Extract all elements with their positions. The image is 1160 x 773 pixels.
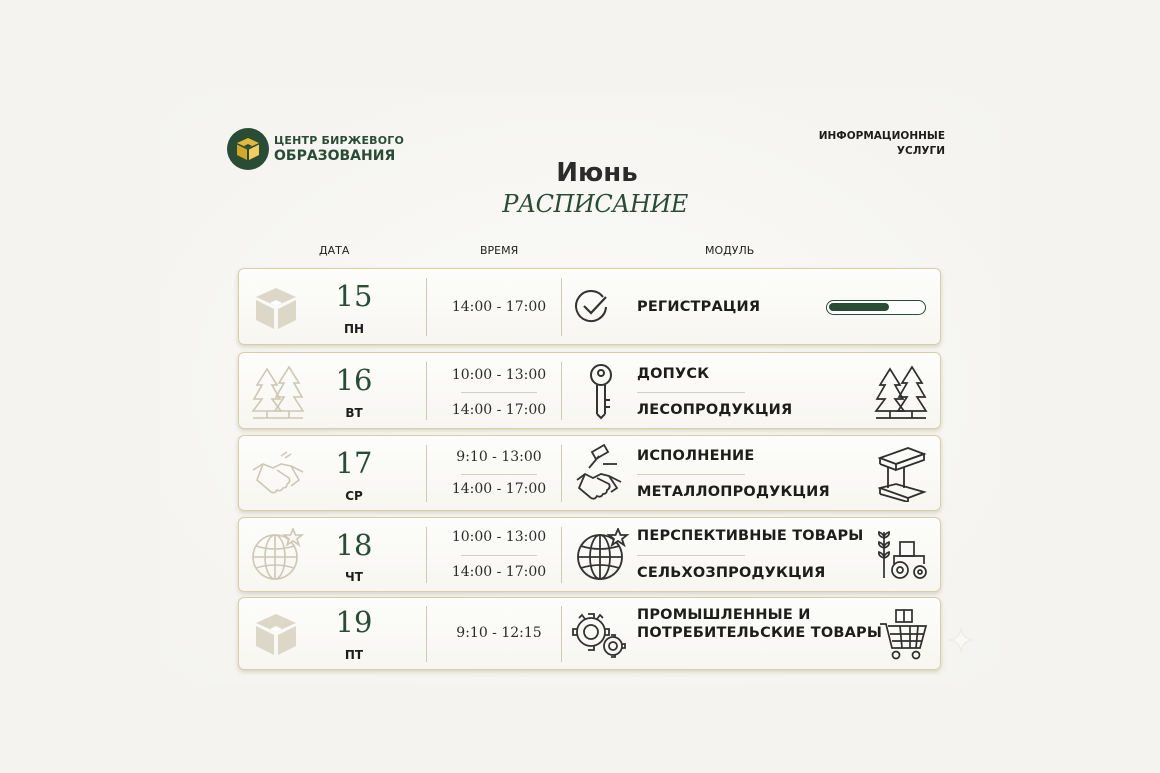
weekday: СР [345, 489, 363, 503]
logo-cube-icon [251, 283, 301, 333]
day-number: 18 [335, 528, 373, 562]
divider [561, 606, 562, 662]
trees-icon [251, 363, 305, 419]
schedule-row [238, 435, 941, 511]
progress-bar [826, 300, 926, 315]
globe-star-icon [576, 528, 630, 582]
divider [561, 445, 562, 502]
logo-line2: ОБРАЗОВАНИЯ [274, 147, 396, 164]
module-divider [637, 474, 745, 475]
column-header-module: МОДУЛЬ [705, 244, 755, 257]
time-slot: 14:00 - 17:00 [451, 481, 547, 497]
steel-beam-icon [878, 444, 928, 502]
module-name: ПОТРЕБИТЕЛЬСКИЕ ТОВАРЫ [637, 625, 883, 641]
module-name: РЕГИСТРАЦИЯ [637, 299, 761, 315]
tractor-wheat-icon [876, 528, 928, 582]
divider [561, 278, 562, 336]
logo-cube-icon [251, 609, 301, 659]
globe-star-icon [251, 528, 305, 582]
time-slot: 14:00 - 17:00 [451, 299, 547, 315]
logo-cube-icon [227, 128, 269, 170]
module-name: ДОПУСК [637, 366, 710, 382]
handshake-gavel-icon [575, 444, 625, 502]
time-slot: 14:00 - 17:00 [451, 402, 547, 418]
gears-icon [571, 608, 627, 660]
weekday: ВТ [345, 406, 363, 420]
info-line2: УСЛУГИ [896, 145, 945, 157]
info-line1: ИНФОРМАЦИОННЫЕ [818, 130, 945, 142]
module-name: ИСПОЛНЕНИЕ [637, 448, 755, 464]
divider [561, 362, 562, 420]
day-number: 19 [335, 605, 373, 639]
module-name: МЕТАЛЛОПРОДУКЦИЯ [637, 484, 830, 500]
module-divider [637, 555, 745, 556]
day-number: 17 [335, 446, 373, 480]
day-number: 15 [335, 279, 373, 313]
logo-line1: ЦЕНТР БИРЖЕВОГО [274, 133, 405, 147]
schedule-row [238, 268, 941, 345]
schedule-subtitle: РАСПИСАНИЕ [502, 190, 688, 218]
schedule-row [238, 352, 941, 429]
divider [561, 527, 562, 583]
check-circle-icon [573, 289, 613, 325]
key-icon [584, 362, 618, 420]
divider [426, 606, 427, 662]
weekday: ПН [343, 322, 365, 336]
weekday: ПТ [344, 648, 364, 662]
weekday: ЧТ [345, 570, 363, 584]
month-title: Июнь [556, 158, 638, 188]
time-divider [461, 474, 537, 475]
schedule-row [238, 517, 941, 592]
module-name: ПРОМЫШЛЕННЫЕ И [637, 607, 811, 623]
module-name: ПЕРСПЕКТИВНЫЕ ТОВАРЫ [637, 528, 864, 544]
module-divider [637, 392, 745, 393]
column-header-time: ВРЕМЯ [480, 244, 519, 257]
divider [426, 362, 427, 420]
divider [426, 278, 427, 336]
divider [426, 445, 427, 502]
trees-icon [874, 363, 928, 419]
module-name: СЕЛЬХОЗПРОДУКЦИЯ [637, 565, 826, 581]
time-divider [461, 555, 537, 556]
divider [426, 527, 427, 583]
time-slot: 9:10 - 13:00 [456, 449, 542, 465]
time-slot: 10:00 - 13:00 [451, 367, 547, 383]
column-header-date: ДАТА [319, 244, 350, 257]
schedule-row [238, 597, 941, 670]
progress-fill [829, 303, 889, 311]
brand-logo [227, 128, 404, 170]
handshake-icon [251, 450, 305, 498]
module-name: ЛЕСОПРОДУКЦИЯ [637, 402, 793, 418]
time-slot: 10:00 - 13:00 [451, 529, 547, 545]
sparkle-icon [948, 627, 974, 653]
day-number: 16 [335, 363, 373, 397]
time-slot: 14:00 - 17:00 [451, 564, 547, 580]
info-services-label [819, 129, 945, 159]
shopping-cart-icon [878, 608, 928, 662]
time-slot: 9:10 - 12:15 [456, 625, 542, 641]
time-divider [461, 392, 537, 393]
